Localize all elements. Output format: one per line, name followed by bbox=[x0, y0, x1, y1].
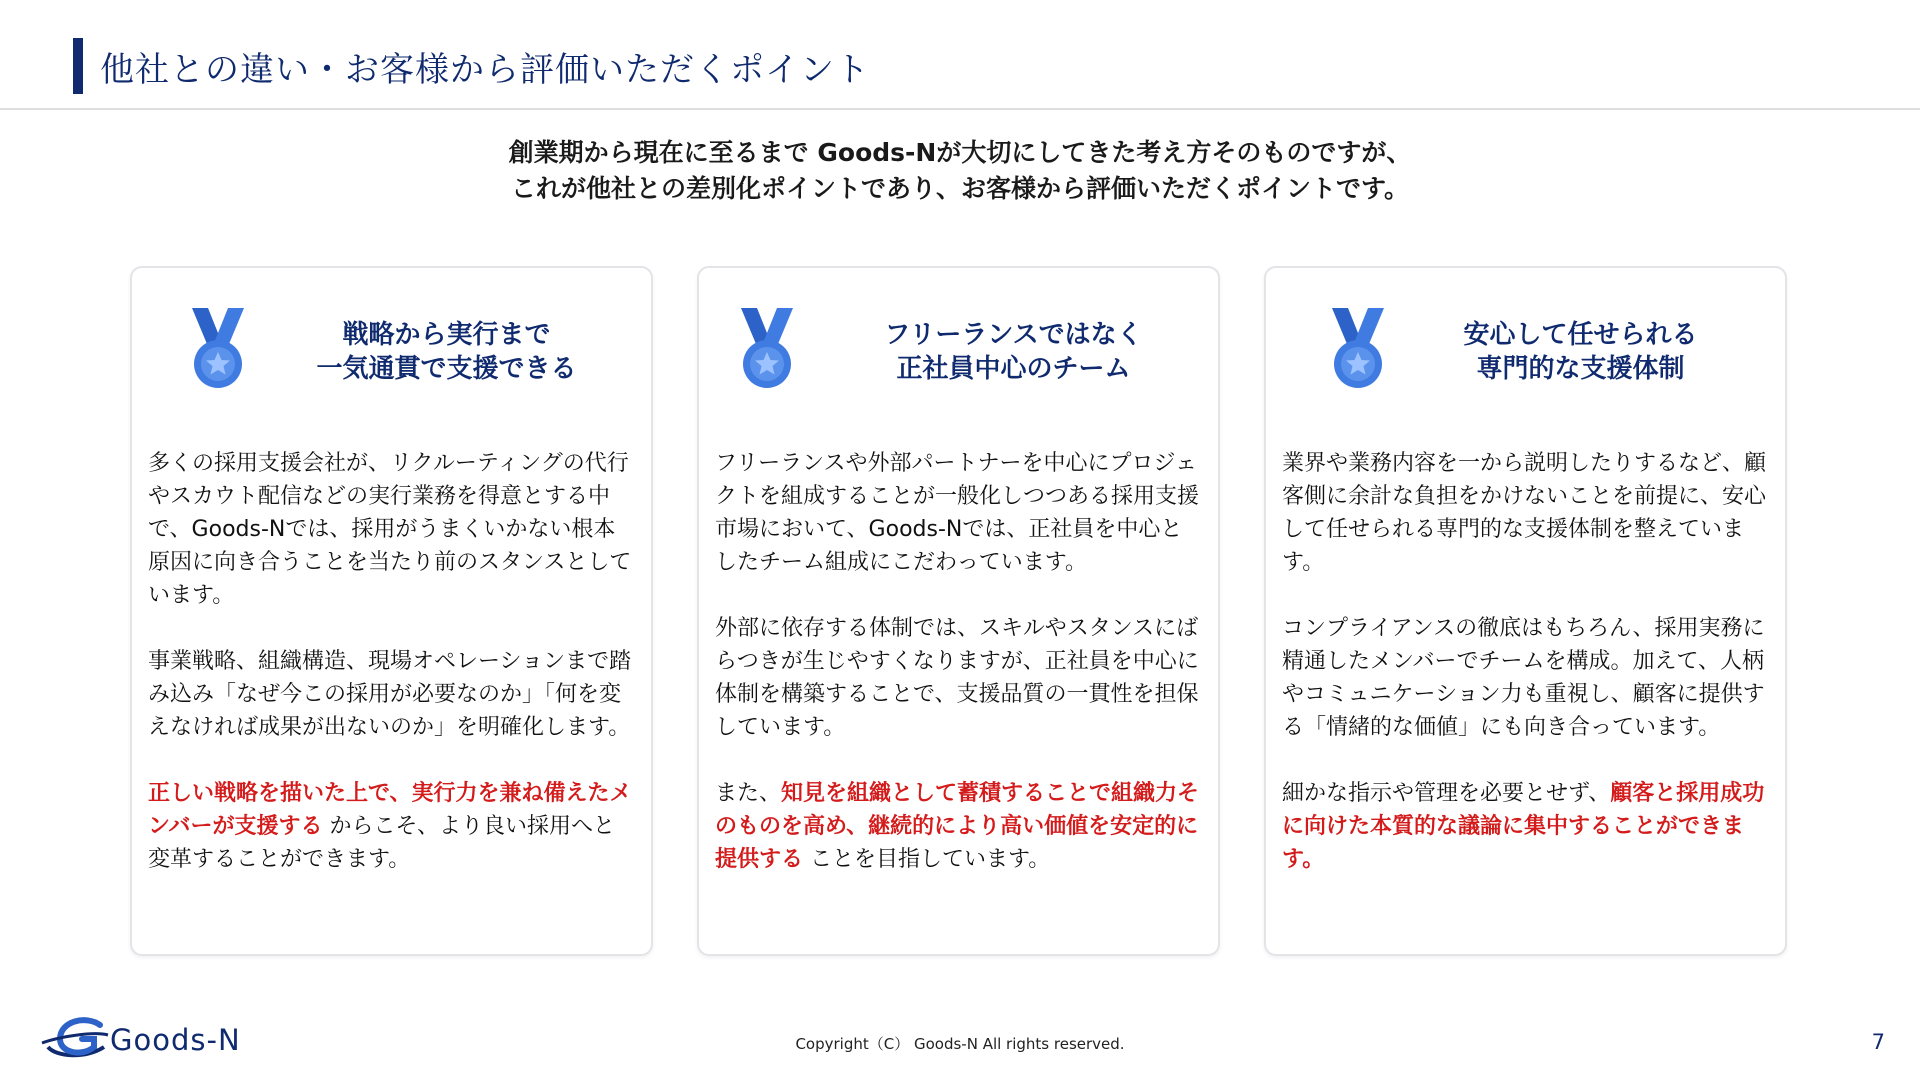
card-paragraph-2: コンプライアンスの徹底はもちろん、採用実務に精通したメンバーでチームを構成。加えて、人柄やコミュニケーション力も重視し、顧客に提供する「情緒的な価値」にも向き合っています。 bbox=[1282, 616, 1765, 740]
card-paragraph-1: フリーランスや外部パートナーを中心にプロジェクトを組成することが一般化しつつある採用支援市場において、Goods-Nでは、正社員を中心としたチーム組成にこだわっています。 bbox=[715, 451, 1200, 575]
card-paragraph-3 bbox=[1282, 777, 1771, 876]
header-divider bbox=[0, 108, 1920, 110]
card-title-line-1: 安心して任せられる bbox=[1463, 320, 1698, 350]
card-title bbox=[252, 318, 641, 386]
card-title-line-1: 戦略から実行まで bbox=[342, 320, 551, 350]
feature-card-expert-support bbox=[1264, 266, 1787, 956]
card-paragraph-2: 外部に依存する体制では、スキルやスタンスにばらつきが生じやすくなりますが、正社員を中心に体制を構築することで、支援品質の一貫性を担保しています。 bbox=[715, 616, 1199, 740]
card-paragraph-2: 事業戦略、組織構造、現場オペレーションまで踏み込み「なぜ今この採用が必要なのか」「何を変えなければ成果が出ないのか」を明確化します。 bbox=[148, 649, 632, 740]
medal-icon bbox=[737, 308, 797, 390]
page-title: 他社との違い・お客様から評価いただくポイント bbox=[100, 50, 870, 90]
feature-card-strategy bbox=[130, 266, 653, 956]
card-title-line-1: フリーランスではなく bbox=[884, 320, 1143, 350]
medal-icon bbox=[188, 308, 248, 390]
card-title-line-2: 一気通貫で支援できる bbox=[316, 354, 577, 384]
card-title-line-2: 専門的な支援体制 bbox=[1476, 354, 1685, 384]
card-body bbox=[715, 447, 1204, 909]
paragraph-prefix: また、 bbox=[715, 781, 782, 806]
copyright-text: Copyright（C） Goods-N All rights reserved. bbox=[795, 1035, 1125, 1053]
card-paragraph-1: 業界や業務内容を一から説明したりするなど、顧客側に余計な負担をかけないことを前提に、安心して任せられる専門的な支援体制を整えています。 bbox=[1282, 451, 1767, 575]
highlighted-text: 正しい戦略を描いた上で、実行力を兼ね備えたメンバーが支援する bbox=[148, 781, 632, 839]
intro-line-1: 創業期から現在に至るまで Goods-Nが大切にしてきた考え方そのものですが、 bbox=[508, 138, 1412, 167]
intro-text bbox=[0, 135, 1920, 207]
feature-card-fulltime-team bbox=[697, 266, 1220, 956]
card-paragraph-3 bbox=[715, 777, 1204, 876]
intro-line-2: これが他社との差別化ポイントであり、お客様から評価いただくポイントです。 bbox=[510, 174, 1409, 203]
paragraph-suffix: ことを目指しています。 bbox=[803, 847, 1051, 872]
card-title bbox=[1386, 318, 1775, 386]
highlighted-text: 知見を組織として蓄積することで組織力そのものを高め、継続的により高い価値を安定的に提供する bbox=[715, 781, 1200, 872]
title-accent-bar bbox=[73, 38, 83, 94]
page-number: 7 bbox=[1871, 1030, 1885, 1054]
paragraph-prefix: 細かな指示や管理を必要とせず、 bbox=[1282, 781, 1611, 806]
logo-text: Goods-N bbox=[110, 1023, 241, 1057]
card-body bbox=[1282, 447, 1771, 909]
card-title bbox=[819, 318, 1208, 386]
card-paragraph-3 bbox=[148, 777, 637, 876]
paragraph-suffix: からこそ、より良い採用へと変革することができます。 bbox=[148, 814, 616, 872]
card-title-line-2: 正社員中心のチーム bbox=[896, 354, 1131, 384]
medal-icon bbox=[1328, 308, 1388, 390]
card-paragraph-1: 多くの採用支援会社が、リクルーティングの代行やスカウト配信などの実行業務を得意とする中で、Goods-Nでは、採用がうまくいかない根本原因に向き合うことを当たり前のスタンスとしています。 bbox=[148, 451, 632, 608]
highlighted-text: 顧客と採用成功に向けた本質的な議論に集中することができます。 bbox=[1282, 781, 1765, 872]
card-body bbox=[148, 447, 637, 909]
